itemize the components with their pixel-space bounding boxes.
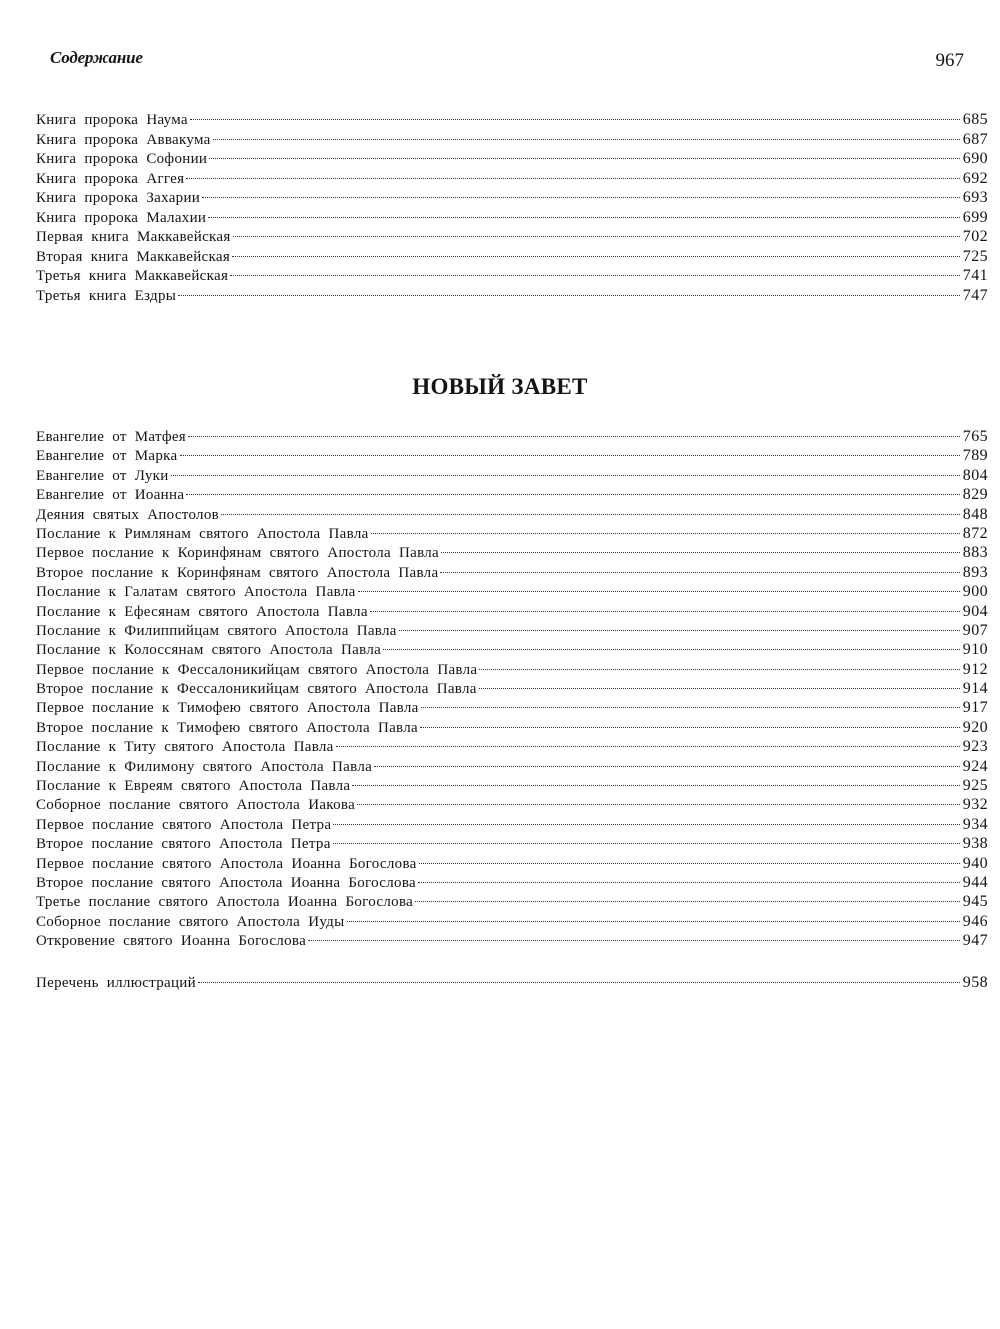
dot-leader	[336, 746, 960, 747]
dot-leader	[180, 455, 960, 456]
dot-leader	[333, 824, 960, 825]
toc-entry-page: 940	[962, 854, 988, 872]
toc-entry-page: 693	[962, 189, 988, 206]
dot-leader	[171, 475, 960, 476]
dot-leader	[415, 901, 960, 902]
toc-entry-title: Перечень иллюстраций	[36, 975, 196, 991]
toc-entry[interactable]	[36, 563, 988, 582]
dot-leader	[190, 119, 960, 120]
toc-entry-page: 747	[962, 286, 988, 304]
toc-entry[interactable]	[36, 505, 988, 524]
dot-leader	[233, 236, 960, 237]
toc-entry-page: 848	[962, 505, 988, 523]
toc-entry-title: Откровение святого Иоанна Богослова	[36, 933, 307, 950]
toc-entry-title: Первое послание к Фессалоникийцам святого Апостола Павла	[36, 661, 478, 678]
toc-entry[interactable]	[36, 582, 988, 601]
toc-entry-title: Послание к Филиппийцам святого Апостола Павла	[36, 622, 397, 639]
toc-entry-title: Соборное послание святого Апостола Иакова	[36, 797, 356, 814]
toc-entry-title: Книга пророка Софонии	[36, 151, 208, 167]
toc-entry[interactable]	[36, 737, 988, 756]
toc-entry[interactable]	[36, 602, 988, 621]
toc-entry-page: 765	[962, 428, 988, 445]
dot-leader	[374, 766, 960, 767]
toc-entry[interactable]	[36, 757, 988, 776]
toc-entry-page: 789	[962, 447, 988, 465]
appendix-toc-list	[36, 973, 988, 993]
toc-entry-page: 904	[962, 602, 988, 620]
toc-entry-title: Послание к Римлянам святого Апостола Павла	[36, 525, 369, 542]
dot-leader	[383, 649, 960, 650]
toc-entry-title: Первая книга Маккавейская	[36, 229, 231, 245]
toc-entry-page: 702	[962, 228, 988, 245]
toc-entry-page: 900	[962, 583, 988, 601]
toc-entry[interactable]	[36, 427, 988, 446]
toc-entry-title: Книга пророка Наума	[36, 112, 188, 128]
toc-entry-title: Второе послание к Коринфянам святого Апостола Павла	[36, 564, 439, 581]
dot-leader	[202, 197, 960, 198]
toc-entry[interactable]	[36, 485, 988, 504]
toc-entry-page: 958	[962, 974, 988, 991]
toc-entry-page: 923	[962, 738, 988, 756]
toc-entry[interactable]	[36, 873, 988, 892]
dot-leader	[198, 982, 960, 983]
toc-entry-title: Второе послание святого Апостола Петра	[36, 836, 331, 853]
toc-entry[interactable]	[36, 815, 988, 834]
toc-entry[interactable]	[36, 679, 988, 698]
dot-leader	[333, 843, 960, 844]
dot-leader	[208, 217, 960, 218]
dot-leader	[370, 611, 960, 612]
toc-entry-title: Книга пророка Аввакума	[36, 131, 211, 148]
toc-entry-title: Первое послание святого Апостола Петра	[36, 816, 332, 833]
toc-entry-title: Вторая книга Маккавейская	[36, 248, 231, 265]
toc-entry-page: 883	[962, 544, 988, 562]
dot-leader	[357, 804, 960, 805]
toc-entry-page: 685	[962, 111, 988, 128]
toc-entry-page: 946	[962, 912, 988, 930]
toc-entry-title: Первое послание к Коринфянам святого Апостола Павла	[36, 545, 440, 562]
toc-entry-page: 804	[962, 466, 988, 484]
dot-leader	[421, 707, 960, 708]
toc-entry-title: Послание к Евреям святого Апостола Павла	[36, 778, 351, 795]
dot-leader	[479, 669, 959, 670]
toc-entry-page: 893	[962, 563, 988, 581]
toc-entry[interactable]	[36, 698, 988, 717]
dot-leader	[230, 275, 960, 276]
toc-entry[interactable]	[36, 912, 988, 931]
toc-entry-title: Второе послание к Тимофею святого Апостола Павла	[36, 719, 418, 736]
toc-entry-page: 934	[962, 815, 988, 833]
old-testament-toc-list	[36, 110, 988, 305]
dot-leader	[440, 572, 959, 573]
new-testament-toc-list	[36, 427, 988, 951]
toc-entry[interactable]	[36, 208, 988, 228]
dot-leader	[371, 533, 960, 534]
dot-leader	[209, 158, 960, 159]
toc-entry-page: 914	[962, 680, 988, 698]
dot-leader	[178, 295, 960, 296]
toc-entry-title: Третья книга Ездры	[36, 287, 177, 304]
dot-leader	[419, 863, 960, 864]
dot-leader	[420, 727, 960, 728]
toc-entry-title: Книга пророка Захарии	[36, 190, 201, 206]
toc-entry-title: Второе послание святого Апостола Иоанна Богослова	[36, 874, 416, 891]
dot-leader	[358, 591, 960, 592]
page-number: 967	[935, 50, 964, 71]
toc-entry-title: Первое послание к Тимофею святого Апостола Павла	[36, 700, 419, 717]
toc-entry-page: 741	[962, 267, 988, 284]
toc-entry-page: 917	[962, 699, 988, 717]
toc-entry-title: Послание к Филимону святого Апостола Павла	[36, 758, 373, 775]
toc-entry-page: 687	[962, 130, 988, 148]
toc-entry[interactable]	[36, 621, 988, 640]
toc-entry-page: 947	[962, 932, 988, 950]
toc-entry-title: Послание к Галатам святого Апостола Павла	[36, 584, 356, 601]
dot-leader	[232, 256, 960, 257]
toc-entry[interactable]	[36, 892, 988, 911]
toc-entry-title: Послание к Титу святого Апостола Павла	[36, 739, 334, 756]
toc-entry-title: Послание к Ефесянам святого Апостола Павла	[36, 603, 368, 620]
toc-entry[interactable]	[36, 973, 988, 993]
dot-leader	[308, 940, 960, 941]
toc-entry-title: Евангелие от Марка	[36, 448, 178, 465]
toc-entry-page: 692	[962, 169, 988, 187]
dot-leader	[221, 514, 960, 515]
toc-entry[interactable]	[36, 543, 988, 562]
toc-entry-page: 910	[962, 641, 988, 659]
toc-entry-title: Первое послание святого Апостола Иоанна Богослова	[36, 855, 417, 872]
toc-entry[interactable]	[36, 266, 988, 286]
toc-entry-title: Евангелие от Иоанна	[36, 487, 185, 504]
toc-entry-title: Деяния святых Апостолов	[36, 506, 220, 523]
toc-entry-title: Послание к Колоссянам святого Апостола Павла	[36, 642, 382, 659]
toc-entry-page: 725	[962, 247, 988, 265]
toc-entry-title: Евангелие от Матфея	[36, 429, 187, 445]
dot-leader	[186, 178, 959, 179]
toc-entry-title: Третья книга Маккавейская	[36, 268, 229, 284]
dot-leader	[347, 921, 960, 922]
toc-entry-page: 907	[962, 621, 988, 639]
toc-entry-title: Евангелие от Луки	[36, 467, 169, 484]
toc-entry-page: 925	[962, 777, 988, 795]
toc-entry-page: 924	[962, 757, 988, 775]
dot-leader	[479, 688, 960, 689]
toc-entry-page: 932	[962, 796, 988, 814]
toc-entry-page: 872	[962, 524, 988, 542]
toc-entry-title: Второе послание к Фессалоникийцам святого Апостола Павла	[36, 681, 477, 698]
toc-entry[interactable]	[36, 149, 988, 169]
toc-entry[interactable]	[36, 718, 988, 737]
toc-entry-page: 938	[962, 835, 988, 853]
toc-entry[interactable]	[36, 834, 988, 853]
dot-leader	[441, 552, 960, 553]
dot-leader	[418, 882, 960, 883]
toc-entry-title: Книга пророка Малахии	[36, 209, 207, 226]
toc-entry[interactable]	[36, 169, 988, 189]
toc-entry[interactable]	[36, 660, 988, 679]
toc-entry[interactable]	[36, 795, 988, 814]
new-testament-heading: НОВЫЙ ЗАВЕТ	[412, 374, 588, 399]
dot-leader	[188, 436, 960, 437]
toc-entry-page: 944	[962, 873, 988, 891]
toc-entry[interactable]	[36, 854, 988, 873]
toc-entry-title: Книга пророка Аггея	[36, 170, 185, 187]
toc-entry[interactable]	[36, 247, 988, 267]
toc-entry[interactable]	[36, 188, 988, 208]
toc-entry[interactable]	[36, 776, 988, 795]
toc-entry-page: 829	[962, 486, 988, 504]
running-head-title: Содержание	[50, 48, 143, 67]
toc-entry[interactable]	[36, 446, 988, 465]
toc-entry-page: 920	[962, 718, 988, 736]
dot-leader	[399, 630, 960, 631]
toc-entry-page: 699	[962, 208, 988, 226]
dot-leader	[186, 494, 960, 495]
toc-entry-title: Третье послание святого Апостола Иоанна Богослова	[36, 894, 414, 911]
toc-entry-page: 945	[962, 893, 988, 911]
dot-leader	[213, 139, 960, 140]
toc-entry[interactable]	[36, 524, 988, 543]
toc-entry[interactable]	[36, 227, 988, 247]
toc-entry[interactable]	[36, 466, 988, 485]
toc-entry[interactable]	[36, 110, 988, 130]
toc-entry-page: 690	[962, 150, 988, 167]
toc-entry[interactable]	[36, 130, 988, 150]
toc-entry-page: 912	[962, 660, 988, 678]
toc-entry[interactable]	[36, 931, 988, 950]
toc-entry[interactable]	[36, 640, 988, 659]
toc-entry-title: Соборное послание святого Апостола Иуды	[36, 913, 345, 930]
toc-entry[interactable]	[36, 286, 988, 306]
dot-leader	[352, 785, 959, 786]
